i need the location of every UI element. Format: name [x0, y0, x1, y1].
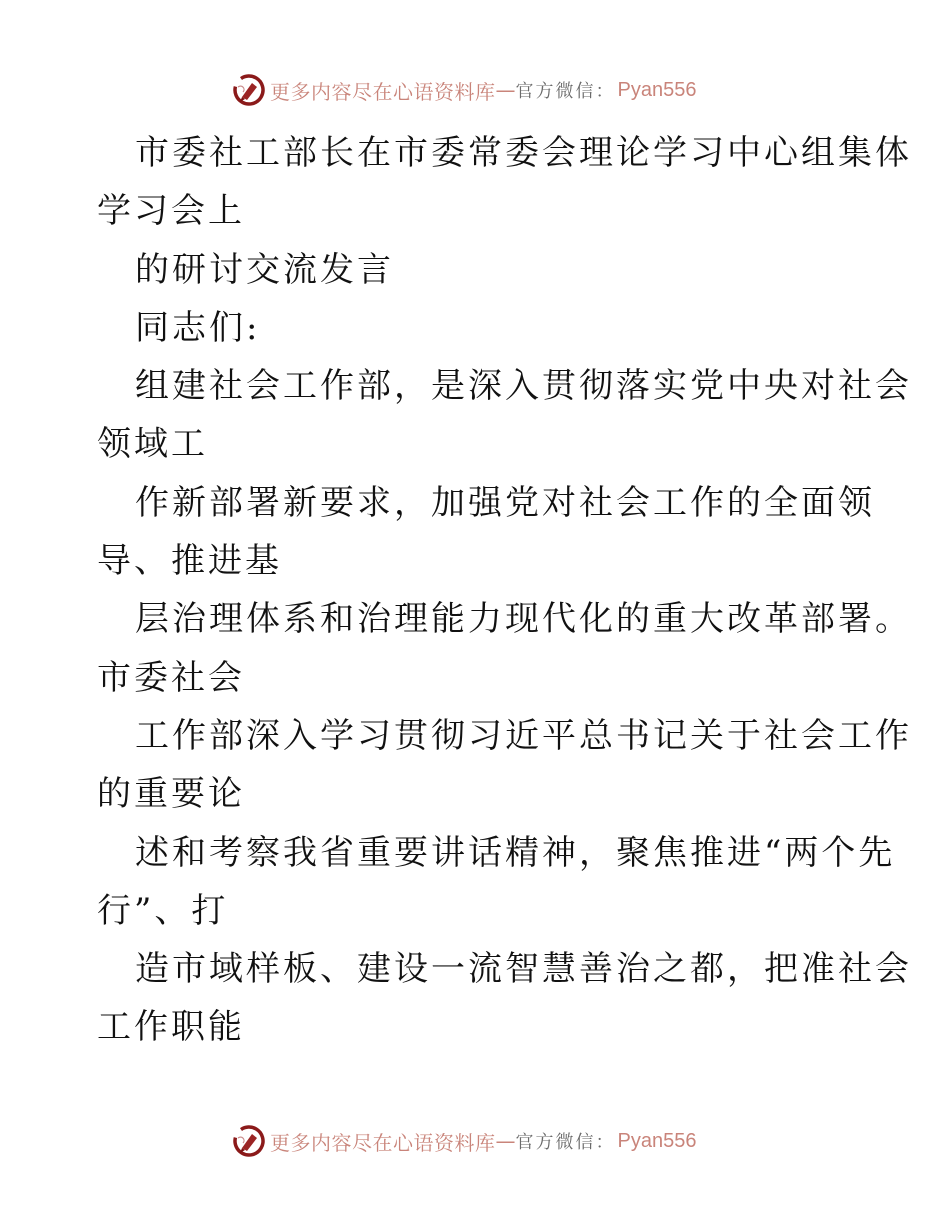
doc-line: 行”、打: [97, 890, 229, 931]
doc-line: 工作职能: [97, 1007, 245, 1048]
banner-wechat-label: 官方微信：: [515, 81, 616, 102]
banner-wechat-id: Pyan556: [617, 1129, 697, 1152]
header-banner: [232, 72, 696, 108]
pen-nib-logo-icon: [232, 1124, 266, 1158]
doc-line: 作新部署新要求，加强党对社会工作的全面领: [135, 482, 875, 523]
doc-line: 市委社会: [97, 657, 245, 698]
document-body: [97, 124, 912, 1057]
doc-line: 领域工: [97, 424, 208, 465]
doc-line: 导、推进基: [97, 541, 282, 582]
footer-banner: [232, 1123, 696, 1159]
doc-line: 工作部深入学习贯彻习近平总书记关于社会工作: [135, 715, 912, 756]
doc-line: 学习会上: [97, 191, 245, 232]
banner-separator: —: [495, 1129, 516, 1153]
banner-wechat-label: 官方微信：: [515, 1132, 616, 1153]
banner-main-text: 更多内容尽在心语资料库: [270, 1130, 496, 1155]
banner-separator: —: [495, 78, 516, 102]
doc-line: 市委社工部长在市委常委会理论学习中心组集体: [135, 133, 912, 173]
banner-wechat-id: Pyan556: [617, 78, 697, 101]
doc-line: 组建社会工作部，是深入贯彻落实党中央对社会: [135, 366, 912, 407]
doc-line: 同志们:: [135, 307, 261, 348]
doc-line: 述和考察我省重要讲话精神，聚焦推进“两个先: [135, 832, 896, 873]
pen-nib-logo-icon: [232, 73, 266, 107]
doc-line: 层治理体系和治理能力现代化的重大改革部署。: [135, 599, 912, 640]
doc-line: 的重要论: [97, 774, 245, 815]
doc-line: 的研讨交流发言: [135, 249, 394, 290]
doc-line: 造市域样板、建设一流智慧善治之都，把准社会: [135, 949, 912, 990]
banner-main-text: 更多内容尽在心语资料库: [270, 79, 496, 104]
